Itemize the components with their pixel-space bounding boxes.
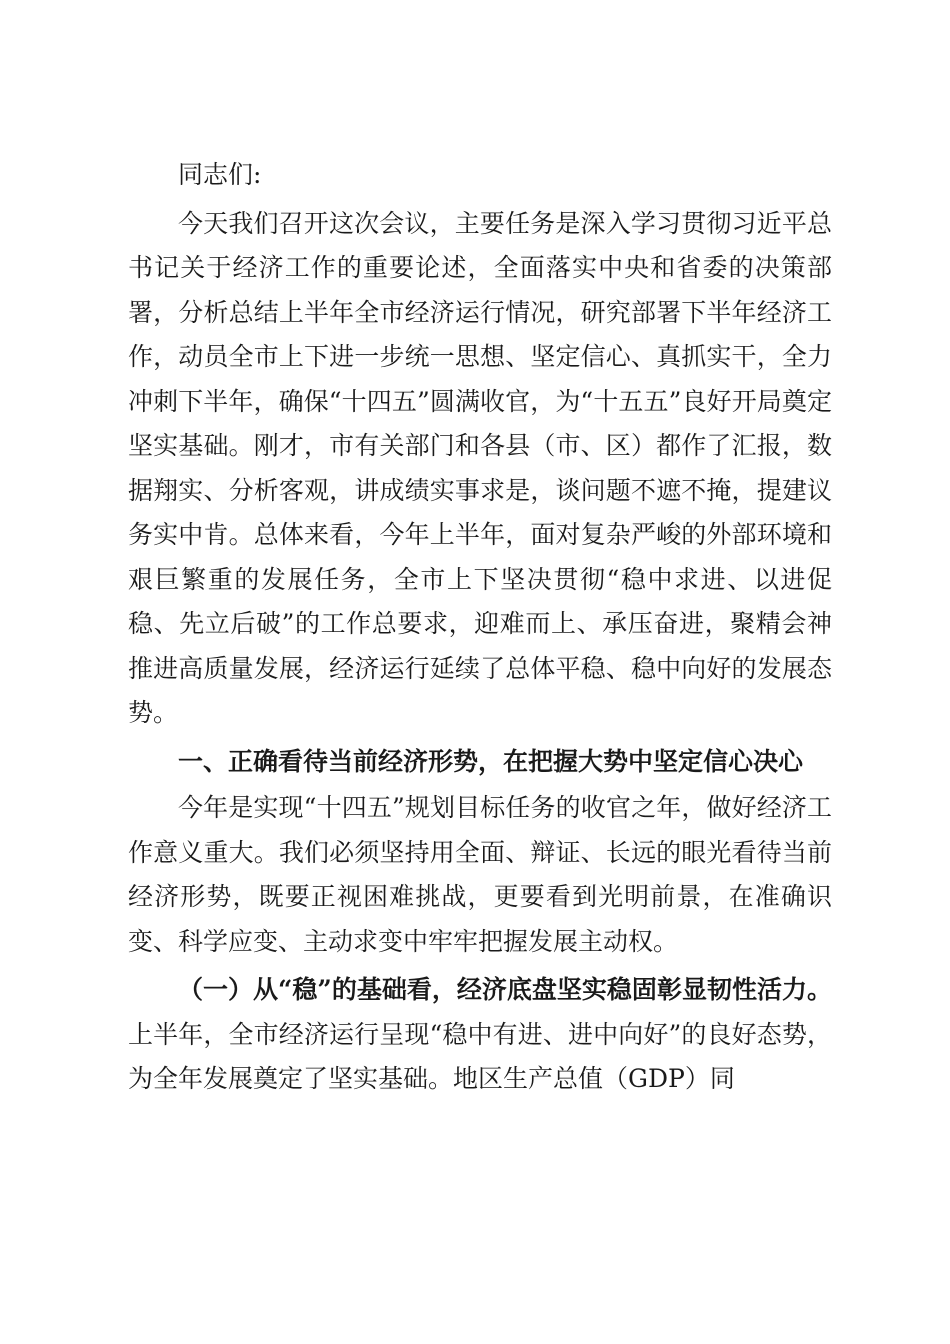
subsection-paragraph	[128, 968, 832, 1102]
document-body	[128, 153, 832, 1102]
section-body-paragraph: 今年是实现“十四五”规划目标任务的收官之年，做好经济工作意义重大。我们必须坚持用全面、辩证、长远的眼光看待当前经济形势，既要正视困难挑战，更要看到光明前景，在准确识变、科学应变、主动求变中牢牢把握发展主动权。	[128, 793, 832, 956]
intro-paragraph: 今天我们召开这次会议，主要任务是深入学习贯彻习近平总书记关于经济工作的重要论述，全面落实中央和省委的决策部署，分析总结上半年全市经济运行情况，研究部署下半年经济工作，动员全市上下进一步统一思想、坚定信心、真抓实干，全力冲刺下半年，确保“十四五”圆满收官，为“十五五”良好开局奠定坚实基础。刚才，市有关部门和各县（市、区）都作了汇报，数据翔实、分析客观，讲成绩实事求是，谈问题不遮不掩，提建议务实中肯。总体来看，今年上半年，面对复杂严峻的外部环境和艰巨繁重的发展任务，全市上下坚决贯彻“稳中求进、以进促稳、先立后破”的工作总要求，迎难而上、承压奋进，聚精会神推进高质量发展，经济运行延续了总体平稳、稳中向好的发展态势。	[128, 208, 832, 727]
subsection-lead: （一）从“稳”的基础看，经济底盘坚实稳固彰显韧性活力。	[178, 975, 832, 1004]
section-heading: 一、正确看待当前经济形势，在把握大势中坚定信心决心	[178, 746, 804, 776]
subsection-body: 上半年，全市经济运行呈现“稳中有进、进中向好”的良好态势，为全年发展奠定了坚实基础。地区生产总值（GDP）同	[128, 1019, 832, 1093]
salutation: 同志们:	[178, 160, 262, 189]
